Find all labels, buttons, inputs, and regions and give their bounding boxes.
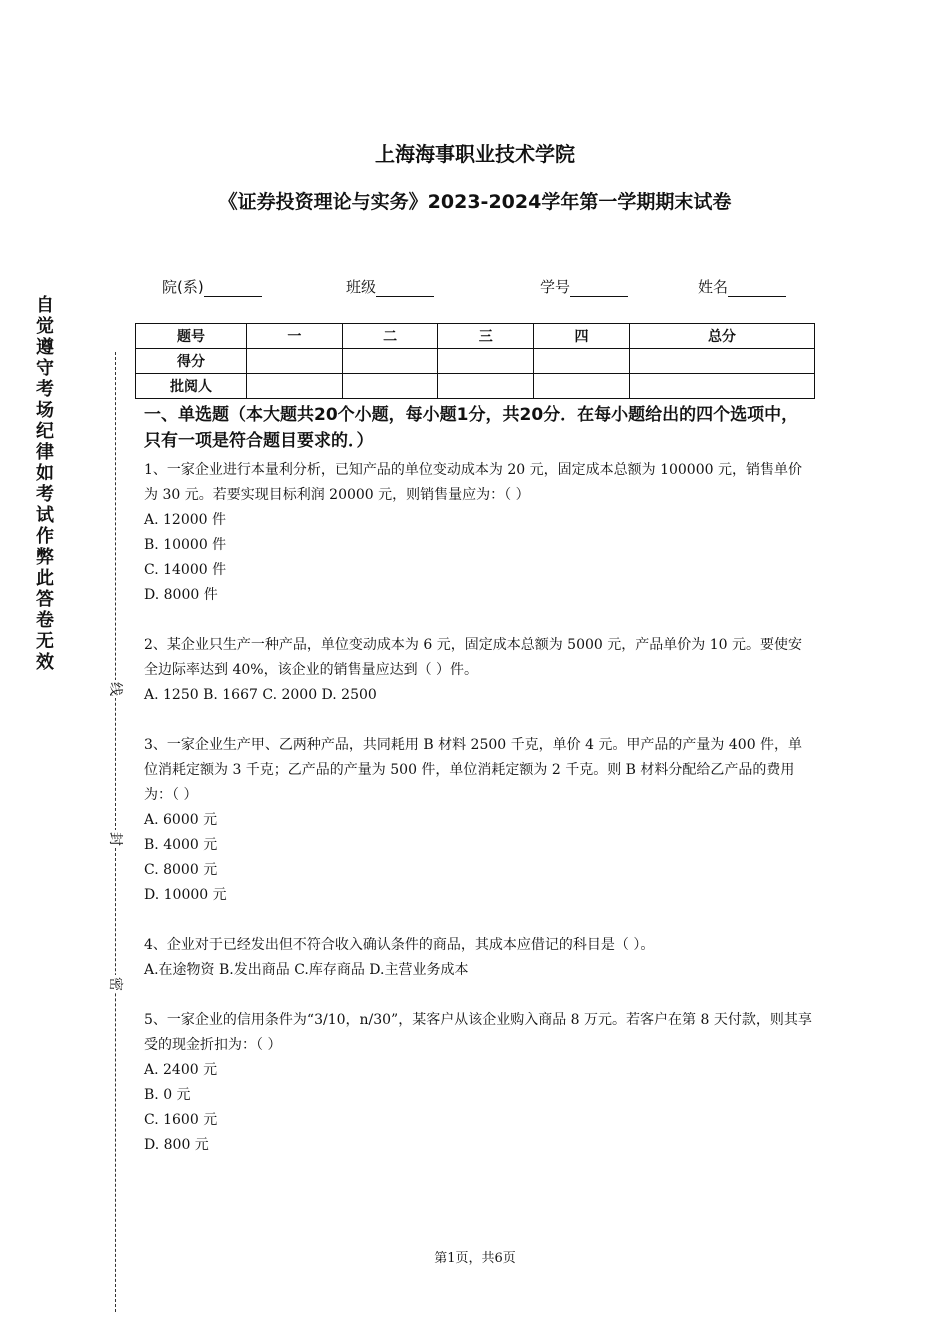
name-blank[interactable]	[728, 280, 786, 297]
row-label: 批阅人	[136, 374, 247, 399]
student-id-field	[540, 276, 628, 297]
score-cell[interactable]	[629, 349, 814, 374]
student-id-blank[interactable]	[570, 280, 628, 297]
cut-mark-secret: 密	[107, 977, 123, 991]
question-stem: 4、企业对于已经发出但不符合收入确认条件的商品，其成本应借记的科目是（ ）。	[144, 937, 655, 953]
notice-char: 卷	[36, 610, 54, 631]
header-cell: 二	[342, 324, 438, 349]
header-cell: 总分	[629, 324, 814, 349]
row-label: 得分	[136, 349, 247, 374]
notice-char: 纪	[36, 421, 54, 442]
question-stem: 2、某企业只生产一种产品，单位变动成本为 6 元，固定成本总额为 5000 元，产品单价为 10 元。要使安全边际率达到 40%，该企业的销售量应达到（ ）件。	[144, 637, 802, 678]
option: D. 800 元	[144, 1137, 209, 1153]
grader-cell[interactable]	[534, 374, 630, 399]
class-field	[346, 276, 434, 297]
notice-char: 无	[36, 631, 54, 652]
notice-char: 考	[36, 379, 54, 400]
notice-char: 如	[36, 463, 54, 484]
notice-char: 遵	[36, 337, 54, 358]
exam-content	[144, 402, 812, 1158]
header-cell: 三	[438, 324, 534, 349]
section-title: 一、单选题（本大题共20个小题，每小题1分，共20分．在每小题给出的四个选项中，只有一项是符合题目要求的．）	[144, 405, 799, 451]
notice-char: 场	[36, 400, 54, 421]
score-cell[interactable]	[342, 349, 438, 374]
option: A. 12000 件	[144, 512, 226, 528]
option: D. 8000 件	[144, 587, 218, 603]
score-table	[135, 323, 815, 399]
option: A. 2400 元	[144, 1062, 218, 1078]
option: C. 1600 元	[144, 1112, 218, 1128]
option: D. 10000 元	[144, 887, 227, 903]
option: A.在途物资 B.发出商品 C.库存商品 D.主营业务成本	[144, 962, 469, 978]
header-cell: 一	[247, 324, 343, 349]
class-label: 班级	[346, 278, 377, 296]
notice-char: 弊	[36, 547, 54, 568]
option: A. 6000 元	[144, 812, 218, 828]
notice-char: 自	[36, 295, 54, 316]
header-cell: 四	[534, 324, 630, 349]
page-number: 第1页，共6页	[434, 1251, 516, 1266]
cut-mark-seal: 封	[107, 832, 123, 846]
notice-char: 律	[36, 442, 54, 463]
name-label: 姓名	[698, 278, 729, 296]
score-row	[136, 349, 815, 374]
name-field	[698, 276, 786, 297]
option: B. 10000 件	[144, 537, 227, 553]
grader-row	[136, 374, 815, 399]
notice-char: 考	[36, 484, 54, 505]
cut-mark-line: 线	[107, 682, 123, 696]
notice-char: 效	[36, 652, 54, 673]
notice-char: 试	[36, 505, 54, 526]
grader-cell[interactable]	[342, 374, 438, 399]
notice-char: 此	[36, 568, 54, 589]
question-stem: 5、一家企业的信用条件为“3/10，n/30”，某客户从该企业购入商品 8 万元。若客户在第 8 天付款，则其享受的现金折扣为：（ ）	[144, 1012, 812, 1053]
school-name: 上海海事职业技术学院	[375, 142, 575, 166]
score-cell[interactable]	[438, 349, 534, 374]
student-id-label: 学号	[540, 278, 571, 296]
notice-char: 觉	[36, 316, 54, 337]
notice-char: 守	[36, 358, 54, 379]
exam-title: 《证券投资理论与实务》2023-2024学年第一学期期末试卷	[218, 191, 732, 213]
option: A. 1250 B. 1667 C. 2000 D. 2500	[144, 687, 377, 703]
dept-label: 院(系)	[162, 278, 204, 296]
notice-char: 作	[36, 526, 54, 547]
score-table-header-row	[136, 324, 815, 349]
class-blank[interactable]	[376, 280, 434, 297]
option: B. 4000 元	[144, 837, 218, 853]
grader-cell[interactable]	[629, 374, 814, 399]
dept-field	[162, 276, 262, 297]
notice-char: 答	[36, 589, 54, 610]
grader-cell[interactable]	[438, 374, 534, 399]
score-cell[interactable]	[247, 349, 343, 374]
score-cell[interactable]	[534, 349, 630, 374]
option: B. 0 元	[144, 1087, 191, 1103]
option: C. 14000 件	[144, 562, 227, 578]
dept-blank[interactable]	[204, 280, 262, 297]
question-stem: 1、一家企业进行本量利分析，已知产品的单位变动成本为 20 元，固定成本总额为 100000 元，销售单价为 30 元。若要实现目标利润 20000 元，则销售量应为：（ ）	[144, 462, 802, 503]
header-cell: 题号	[136, 324, 247, 349]
grader-cell[interactable]	[247, 374, 343, 399]
question-stem: 3、一家企业生产甲、乙两种产品，共同耗用 B 材料 2500 千克，单价 4 元。甲产品的产量为 400 件，单位消耗定额为 3 千克；乙产品的产量为 500 件，单位消耗定额为 2 千克。则 B 材料分配给乙产品的费用为：（ ）	[144, 737, 803, 803]
exam-discipline-notice	[34, 295, 56, 673]
option: C. 8000 元	[144, 862, 218, 878]
